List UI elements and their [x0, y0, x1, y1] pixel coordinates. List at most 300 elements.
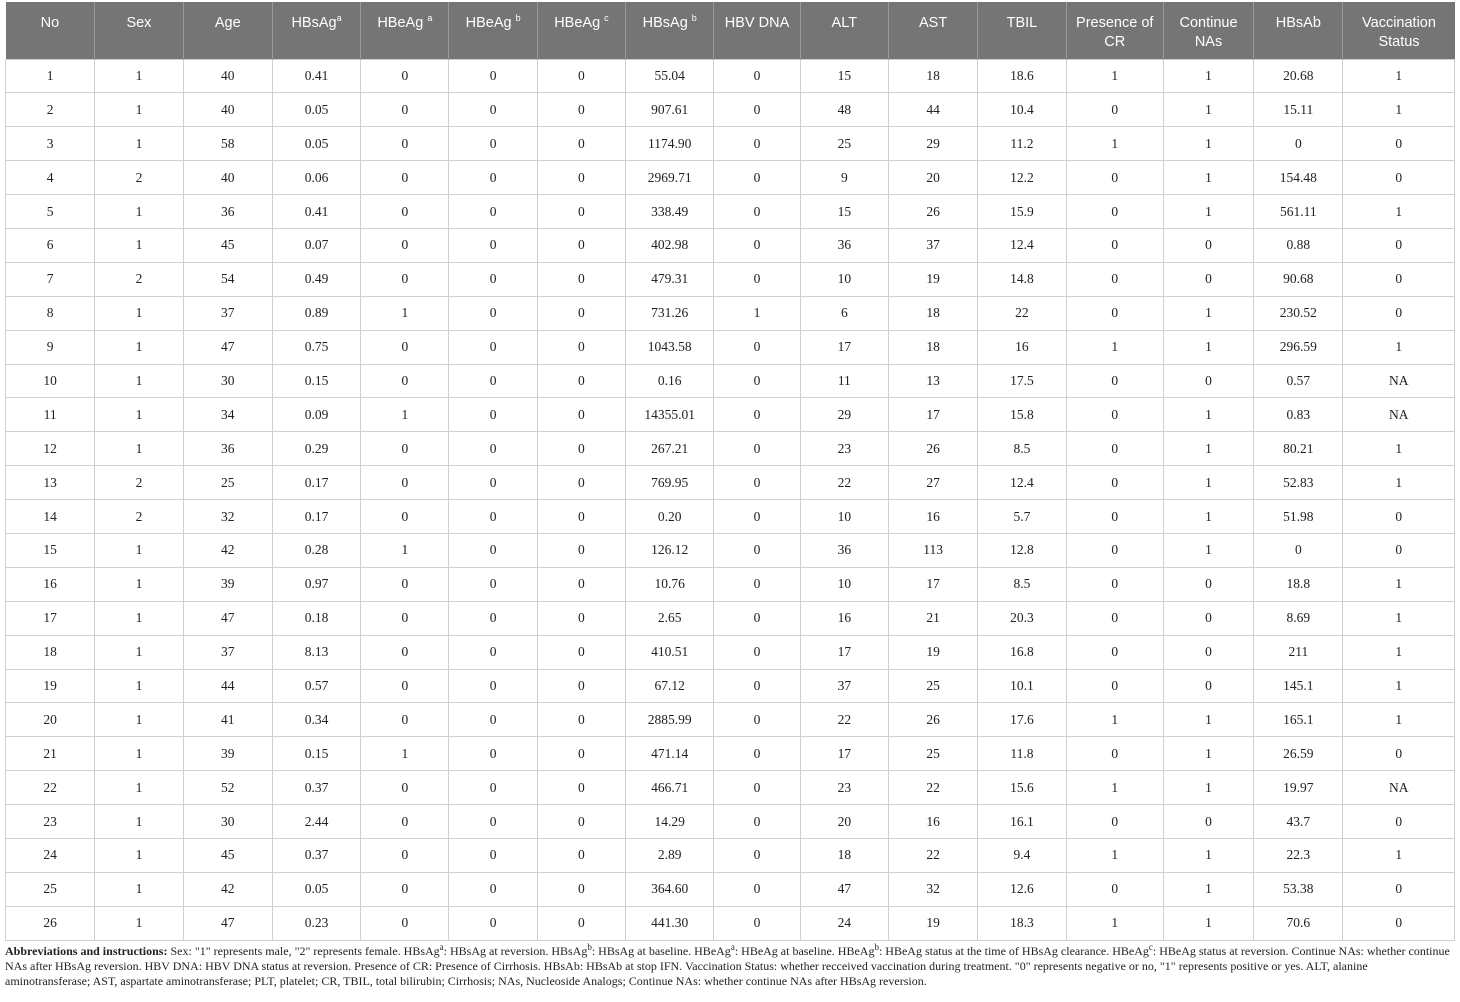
footnote-segment: : HBeAg status at the time of HBsAg clearance. HBeAg [878, 944, 1149, 958]
table-row [6, 228, 1455, 262]
table-cell: 0 [361, 364, 449, 398]
table-cell: 45 [183, 838, 272, 872]
table-cell: 0 [1066, 601, 1163, 635]
table-cell: 0.07 [272, 228, 360, 262]
table-cell: 0 [1066, 533, 1163, 567]
table-cell: 18 [888, 330, 977, 364]
table-cell: 0 [361, 635, 449, 669]
table-row [6, 771, 1455, 805]
column-header [361, 2, 449, 59]
column-header-label: HBsAg [291, 15, 337, 31]
column-header-superscript: b [515, 13, 521, 24]
patient-table [5, 2, 1455, 941]
table-cell: 1 [95, 601, 183, 635]
table-cell: 22.3 [1254, 838, 1343, 872]
column-header-label: HBsAb [1275, 15, 1321, 31]
table-cell: 211 [1254, 635, 1343, 669]
column-header-label: AST [919, 15, 948, 31]
table-cell: 0 [537, 296, 625, 330]
table-cell: 23 [800, 432, 888, 466]
table-row [6, 533, 1455, 567]
table-cell: 0.57 [272, 669, 360, 703]
table-cell: 12.6 [978, 872, 1066, 906]
table-cell: 2885.99 [626, 703, 714, 737]
table-cell: 0.88 [1254, 228, 1343, 262]
table-cell: 0 [1343, 296, 1455, 330]
table-cell: 22 [6, 771, 95, 805]
table-row [6, 635, 1455, 669]
table-cell: 2.65 [626, 601, 714, 635]
footnote-segment: : HBsAg at baseline. HBeAg [591, 944, 731, 958]
table-cell: 769.95 [626, 466, 714, 500]
table-cell: 1 [1066, 127, 1163, 161]
table-cell: 0 [1254, 127, 1343, 161]
table-cell: 24 [6, 838, 95, 872]
table-cell: 9 [6, 330, 95, 364]
table-cell: 0.29 [272, 432, 360, 466]
table-cell: 11.8 [978, 737, 1066, 771]
table-cell: 0 [449, 262, 537, 296]
table-cell: 1 [1163, 59, 1253, 93]
column-header-label: Continue NAs [1179, 15, 1238, 50]
table-cell: 10 [800, 500, 888, 534]
table-cell: 0 [714, 601, 800, 635]
table-cell: 113 [888, 533, 977, 567]
table-cell: 24 [800, 906, 888, 940]
table-cell: 4 [6, 161, 95, 195]
footnote-segment: : HBeAg status at reversion. Continue NAs: whether continue NAs after HBsAg reversion. HBV DNA: HBV DNA status at reversion. Presence of CR: Presence of Cirrhosis. HBsAb: HBsAb at stop IFN. Vaccination Status: whether recceived vaccination during treatment. "0" represents negative or no, "1" represents positive or yes. ALT, alanine aminotransferase; AST, aspartate aminotransferase; PLT, platelet; CR, TBIL, total bilirubin; Cirrhosis; NAs, Nucleoside Analogs; Continue NAs: whether continue NAs after HBsAg reversion. [5, 944, 1450, 988]
table-cell: 32 [888, 872, 977, 906]
table-cell: 0 [714, 364, 800, 398]
table-cell: 14 [6, 500, 95, 534]
table-cell: 0 [1066, 567, 1163, 601]
table-cell: 39 [183, 737, 272, 771]
table-cell: 42 [183, 533, 272, 567]
table-cell: 0 [449, 567, 537, 601]
table-cell: 479.31 [626, 262, 714, 296]
table-cell: 0.75 [272, 330, 360, 364]
column-header [449, 2, 537, 59]
table-cell: 47 [183, 330, 272, 364]
table-cell: 25 [888, 669, 977, 703]
table-cell: 0 [537, 872, 625, 906]
table-cell: 0 [449, 703, 537, 737]
table-cell: 9.4 [978, 838, 1066, 872]
table-cell: 410.51 [626, 635, 714, 669]
table-cell: 0 [449, 364, 537, 398]
table-cell: 0 [714, 161, 800, 195]
table-cell: 29 [888, 127, 977, 161]
table-cell: 0 [361, 771, 449, 805]
table-cell: 10 [6, 364, 95, 398]
table-cell: 0 [1066, 262, 1163, 296]
table-cell: 0 [1254, 533, 1343, 567]
table-cell: 37 [800, 669, 888, 703]
table-cell: 1 [1163, 466, 1253, 500]
table-cell: 0 [361, 669, 449, 703]
table-cell: 154.48 [1254, 161, 1343, 195]
table-cell: 0 [449, 432, 537, 466]
table-cell: 20.68 [1254, 59, 1343, 93]
table-cell: 1 [95, 364, 183, 398]
table-cell: 40 [183, 161, 272, 195]
column-header-label: HBV DNA [724, 15, 790, 31]
table-row [6, 364, 1455, 398]
table-cell: 12.4 [978, 228, 1066, 262]
table-cell: 1 [1343, 59, 1455, 93]
table-cell: 0 [1066, 669, 1163, 703]
table-cell: 2.89 [626, 838, 714, 872]
table-cell: 0 [714, 432, 800, 466]
column-header [800, 2, 888, 59]
table-cell: 34 [183, 398, 272, 432]
table-cell: 6 [6, 228, 95, 262]
footnote-label: Abbreviations and instructions: [5, 944, 168, 958]
table-cell: 22 [800, 703, 888, 737]
table-cell: 0 [714, 195, 800, 229]
table-cell: 0 [361, 228, 449, 262]
table-row [6, 703, 1455, 737]
table-cell: 338.49 [626, 195, 714, 229]
table-cell: 0 [714, 228, 800, 262]
table-cell: 0 [714, 330, 800, 364]
table-cell: 0 [361, 601, 449, 635]
table-cell: 8.69 [1254, 601, 1343, 635]
table-cell: 0 [714, 567, 800, 601]
table-cell: 16 [978, 330, 1066, 364]
table-cell: 0 [1343, 872, 1455, 906]
table-cell: 0 [714, 127, 800, 161]
table-cell: 2 [6, 93, 95, 127]
column-header-superscript: c [604, 13, 609, 24]
table-cell: 0 [449, 195, 537, 229]
table-cell: 26 [888, 195, 977, 229]
table-cell: 70.6 [1254, 906, 1343, 940]
table-cell: 15 [800, 195, 888, 229]
table-cell: 1 [95, 771, 183, 805]
table-cell: 45 [183, 228, 272, 262]
table-cell: 0 [537, 432, 625, 466]
table-row [6, 838, 1455, 872]
table-cell: 0 [361, 872, 449, 906]
table-cell: 0.15 [272, 737, 360, 771]
table-cell: 296.59 [1254, 330, 1343, 364]
table-cell: 0.89 [272, 296, 360, 330]
table-cell: 0 [449, 228, 537, 262]
table-cell: 15.8 [978, 398, 1066, 432]
column-header [95, 2, 183, 59]
table-cell: 0 [1343, 262, 1455, 296]
table-cell: 0 [537, 703, 625, 737]
table-cell: 12.4 [978, 466, 1066, 500]
table-cell: 0.49 [272, 262, 360, 296]
table-cell: 22 [888, 771, 977, 805]
table-cell: 12 [6, 432, 95, 466]
table-cell: 17.5 [978, 364, 1066, 398]
table-cell: 0 [361, 330, 449, 364]
table-row [6, 669, 1455, 703]
column-header-label: HBeAg [465, 15, 516, 31]
table-cell: 25 [888, 737, 977, 771]
table-cell: 18.6 [978, 59, 1066, 93]
table-cell: 15.6 [978, 771, 1066, 805]
table-cell: 1 [1066, 771, 1163, 805]
table-cell: 1 [95, 398, 183, 432]
table-cell: 0 [537, 771, 625, 805]
table-cell: 17.6 [978, 703, 1066, 737]
table-cell: 1 [6, 59, 95, 93]
table-cell: 0 [449, 59, 537, 93]
table-cell: 0.41 [272, 59, 360, 93]
table-cell: 41 [183, 703, 272, 737]
table-cell: 1 [1343, 195, 1455, 229]
table-row [6, 296, 1455, 330]
column-header-label: Sex [126, 15, 152, 31]
table-cell: 0 [1343, 533, 1455, 567]
table-cell: 0 [1343, 906, 1455, 940]
table-cell: 36 [183, 432, 272, 466]
table-cell: 1 [95, 432, 183, 466]
table-cell: 0 [1163, 262, 1253, 296]
table-cell: 126.12 [626, 533, 714, 567]
table-cell: 1 [1163, 737, 1253, 771]
table-cell: 1 [1163, 500, 1253, 534]
table-cell: 471.14 [626, 737, 714, 771]
table-cell: 1 [95, 737, 183, 771]
table-cell: 1 [95, 59, 183, 93]
table-cell: NA [1343, 398, 1455, 432]
column-header [1066, 2, 1163, 59]
table-cell: 0 [449, 906, 537, 940]
table-cell: 1 [1163, 872, 1253, 906]
table-cell: 0.16 [626, 364, 714, 398]
table-cell: 1 [1066, 330, 1163, 364]
table-cell: 1 [95, 669, 183, 703]
table-cell: 267.21 [626, 432, 714, 466]
table-cell: 0 [537, 567, 625, 601]
table-row [6, 161, 1455, 195]
table-cell: 0 [449, 161, 537, 195]
table-cell: 145.1 [1254, 669, 1343, 703]
table-cell: 0.06 [272, 161, 360, 195]
table-cell: 0.05 [272, 872, 360, 906]
table-cell: 0 [1343, 500, 1455, 534]
table-cell: 15 [800, 59, 888, 93]
table-cell: 0.18 [272, 601, 360, 635]
table-cell: 47 [800, 872, 888, 906]
table-cell: 0 [537, 330, 625, 364]
table-cell: 0 [714, 805, 800, 839]
table-row [6, 195, 1455, 229]
table-cell: 40 [183, 93, 272, 127]
table-cell: 37 [888, 228, 977, 262]
table-cell: 1 [95, 93, 183, 127]
table-cell: 36 [183, 195, 272, 229]
table-cell: 1043.58 [626, 330, 714, 364]
table-cell: 1 [1163, 195, 1253, 229]
table-cell: 0 [714, 398, 800, 432]
table-cell: 0 [714, 466, 800, 500]
table-cell: 23 [6, 805, 95, 839]
table-cell: 0 [537, 635, 625, 669]
table-cell: 0 [537, 805, 625, 839]
table-cell: 1 [361, 296, 449, 330]
table-row [6, 330, 1455, 364]
table-cell: 30 [183, 805, 272, 839]
table-cell: 0 [449, 533, 537, 567]
column-header [1163, 2, 1253, 59]
table-cell: 19 [888, 262, 977, 296]
table-cell: 2 [95, 500, 183, 534]
table-cell: 0.17 [272, 466, 360, 500]
table-cell: 18 [888, 59, 977, 93]
table-cell: 1 [1163, 432, 1253, 466]
table-cell: 0 [714, 262, 800, 296]
table-cell: 0 [449, 838, 537, 872]
table-cell: 55.04 [626, 59, 714, 93]
table-cell: 0 [537, 500, 625, 534]
table-cell: 22 [978, 296, 1066, 330]
table-cell: 466.71 [626, 771, 714, 805]
table-cell: 0 [1066, 500, 1163, 534]
table-cell: 12.2 [978, 161, 1066, 195]
table-cell: 11.2 [978, 127, 1066, 161]
table-cell: 54 [183, 262, 272, 296]
table-cell: 1 [95, 533, 183, 567]
footnote-segment: : HBeAg at baseline. HBeAg [734, 944, 875, 958]
table-cell: 0 [537, 161, 625, 195]
table-cell: 1 [95, 228, 183, 262]
table-cell: 27 [888, 466, 977, 500]
table-cell: 0 [361, 93, 449, 127]
table-cell: 0.57 [1254, 364, 1343, 398]
table-row [6, 872, 1455, 906]
table-cell: 1 [95, 872, 183, 906]
column-header [714, 2, 800, 59]
table-cell: 0 [537, 398, 625, 432]
table-cell: 21 [6, 737, 95, 771]
table-row [6, 500, 1455, 534]
table-cell: 0 [714, 838, 800, 872]
table-cell: 19 [6, 669, 95, 703]
column-header [626, 2, 714, 59]
table-cell: 1 [1343, 601, 1455, 635]
table-cell: 1174.90 [626, 127, 714, 161]
table-cell: 6 [800, 296, 888, 330]
table-cell: 2 [95, 161, 183, 195]
table-cell: 0 [361, 703, 449, 737]
table-footnote [5, 944, 1455, 989]
table-cell: 19 [888, 635, 977, 669]
column-header-label: Age [214, 15, 241, 31]
table-cell: 52 [183, 771, 272, 805]
table-cell: 0 [449, 771, 537, 805]
table-cell: 1 [1066, 838, 1163, 872]
table-cell: 0 [714, 771, 800, 805]
table-cell: 22 [800, 466, 888, 500]
table-cell: 12.8 [978, 533, 1066, 567]
table-cell: 58 [183, 127, 272, 161]
table-cell: 13 [6, 466, 95, 500]
footnote-text [5, 944, 1450, 988]
table-cell: 1 [1066, 59, 1163, 93]
table-cell: 0 [1066, 805, 1163, 839]
table-cell: 0 [1066, 432, 1163, 466]
table-cell: 10 [800, 567, 888, 601]
table-cell: 1 [714, 296, 800, 330]
table-cell: 8 [6, 296, 95, 330]
table-cell: 1 [361, 737, 449, 771]
column-header [888, 2, 977, 59]
table-cell: 8.13 [272, 635, 360, 669]
table-cell: 441.30 [626, 906, 714, 940]
table-cell: 0 [1163, 805, 1253, 839]
table-cell: 0 [361, 161, 449, 195]
table-cell: 16 [6, 567, 95, 601]
table-cell: 0.17 [272, 500, 360, 534]
table-cell: 0 [361, 906, 449, 940]
table-cell: 36 [800, 228, 888, 262]
column-header-superscript: a [427, 13, 433, 24]
table-body [6, 59, 1455, 940]
table-cell: 21 [888, 601, 977, 635]
column-header-label: No [40, 15, 60, 31]
table-cell: 1 [1343, 703, 1455, 737]
table-cell: 10.76 [626, 567, 714, 601]
data-table-container [5, 2, 1455, 941]
table-cell: 37 [183, 296, 272, 330]
table-cell: 907.61 [626, 93, 714, 127]
table-cell: 37 [183, 635, 272, 669]
table-cell: 1 [1066, 703, 1163, 737]
table-cell: 14.8 [978, 262, 1066, 296]
table-cell: 20.3 [978, 601, 1066, 635]
footnote-superscript: b [874, 942, 879, 952]
table-cell: 30 [183, 364, 272, 398]
table-cell: 36 [800, 533, 888, 567]
table-row [6, 59, 1455, 93]
table-cell: 48 [800, 93, 888, 127]
table-cell: 25 [6, 872, 95, 906]
table-cell: 1 [1343, 432, 1455, 466]
table-cell: 0 [537, 533, 625, 567]
table-cell: 0.41 [272, 195, 360, 229]
table-cell: 0 [361, 195, 449, 229]
table-cell: 0.28 [272, 533, 360, 567]
table-cell: 14355.01 [626, 398, 714, 432]
table-cell: NA [1343, 771, 1455, 805]
table-cell: 0 [361, 432, 449, 466]
table-cell: 20 [888, 161, 977, 195]
table-cell: 0 [449, 737, 537, 771]
table-cell: 52.83 [1254, 466, 1343, 500]
table-cell: 0 [361, 262, 449, 296]
table-cell: 0 [537, 737, 625, 771]
table-cell: 0.09 [272, 398, 360, 432]
table-cell: 22 [888, 838, 977, 872]
table-cell: 1 [1163, 533, 1253, 567]
column-header [978, 2, 1066, 59]
table-cell: 80.21 [1254, 432, 1343, 466]
table-cell: 0 [361, 466, 449, 500]
table-cell: 0 [449, 500, 537, 534]
table-cell: 0 [1066, 161, 1163, 195]
table-cell: 0 [1066, 364, 1163, 398]
table-cell: 0 [449, 669, 537, 703]
table-cell: 44 [183, 669, 272, 703]
table-cell: 0 [361, 127, 449, 161]
table-cell: 1 [95, 906, 183, 940]
